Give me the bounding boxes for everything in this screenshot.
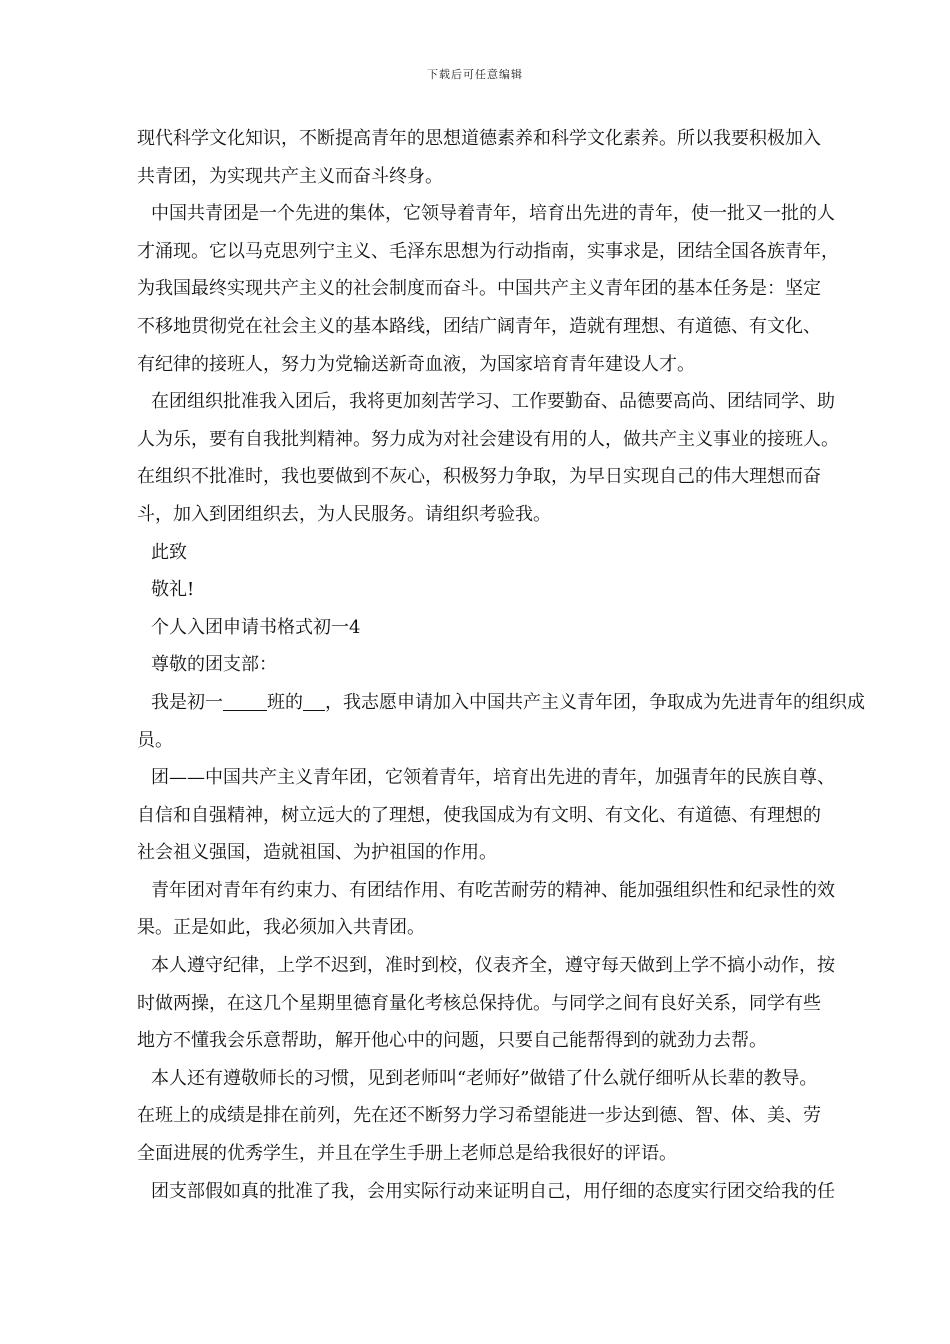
text-line: 才涌现。它以马克思列宁主义、毛泽东思想为行动指南，实事求是，团结全国各族青年， xyxy=(137,240,839,262)
text-line: 团——中国共产主义青年团，它领着青年，培育出先进的青年，加强青年的民族自尊、 xyxy=(151,767,835,789)
text-line: 共青团，为实现共产主义而奋斗终身。 xyxy=(137,165,443,187)
closing-salutation: 此致 xyxy=(151,541,187,563)
text-line: 人为乐，要有自我批判精神。努力成为对社会建设有用的人，做共产主义事业的接班人。 xyxy=(137,428,839,450)
text-segment: 班的 xyxy=(267,691,303,713)
text-line: 在班上的成绩是排在前列，先在还不断努力学习希望能进一步达到德、智、体、美、劳 xyxy=(137,1105,821,1127)
text-line: 全面进展的优秀学生，并且在学生手册上老师总是给我很好的评语。 xyxy=(137,1143,677,1165)
fill-in-blank-name xyxy=(303,690,325,711)
text-line: 不移地贯彻党在社会主义的基本路线，团结广阔青年，造就有理想、有道德、有文化、 xyxy=(137,315,821,337)
text-line: 社会祖义强国，造就祖国、为护祖国的作用。 xyxy=(137,842,497,864)
text-line xyxy=(137,684,887,722)
text-line: 在团组织批准我入团后，我将更加刻苦学习、工作要勤奋、品德要高尚、团结同学、助 xyxy=(151,391,835,413)
text-line: 青年团对青年有约束力、有团结作用、有吃苦耐劳的精神、能加强组织性和纪录性的效 xyxy=(151,879,835,901)
text-segment: 我是初一 xyxy=(151,691,223,713)
text-segment: ，我志愿申请加入中国共产主义青年团，争取成为先进青年的组织成 xyxy=(325,691,865,713)
text-line: 在组织不批准时，我也要做到不灰心，积极努力争取，为早日实现自己的伟大理想而奋 xyxy=(137,466,821,488)
fill-in-blank-class xyxy=(223,690,267,711)
text-line: 中国共青团是一个先进的集体，它领导着青年，培育出先进的青年，使一批又一批的人 xyxy=(151,203,835,225)
text-line: 本人还有遵敬师长的习惯，见到老师叫“老师好”做错了什么就仔细听从长辈的教导。 xyxy=(151,1067,818,1089)
text-line: 斗，加入到团组织去，为人民服务。请组织考验我。 xyxy=(137,503,551,525)
text-line: 现代科学文化知识，不断提高青年的思想道德素养和科学文化素养。所以我要积极加入 xyxy=(137,128,821,149)
text-line: 果。正是如此，我必须加入共青团。 xyxy=(137,917,425,939)
document-body xyxy=(137,120,887,1210)
text-line: 自信和自强精神，树立远大的了理想，使我国成为有文明、有文化、有道德、有理想的 xyxy=(137,804,821,826)
text-line: 团支部假如真的批准了我，会用实际行动来证明自己，用仔细的态度实行团交给我的任 xyxy=(151,1180,835,1202)
text-line: 有纪律的接班人，努力为党输送新奇血液，为国家培育青年建设人才。 xyxy=(137,353,695,375)
section-title: 个人入团申请书格式初一4 xyxy=(151,616,361,638)
text-line: 地方不懂我会乐意帮助，解开他心中的问题，只要自己能帮得到的就劲力去帮。 xyxy=(137,1030,767,1052)
greeting: 尊敬的团支部： xyxy=(151,654,277,676)
text-line: 为我国最终实现共产主义的社会制度而奋斗。中国共产主义青年团的基本任务是：坚定 xyxy=(137,278,821,300)
text-line: 时做两操，在这几个星期里德育量化考核总保持优。与同学之间有良好关系，同学有些 xyxy=(137,992,821,1014)
closing-regards: 敬礼! xyxy=(151,579,195,601)
text-line: 员。 xyxy=(137,729,173,751)
text-line: 本人遵守纪律，上学不迟到，准时到校，仪表齐全，遵守每天做到上学不搞小动作，按 xyxy=(151,955,835,977)
page-header-note: 下载后可任意编辑 xyxy=(427,68,523,81)
